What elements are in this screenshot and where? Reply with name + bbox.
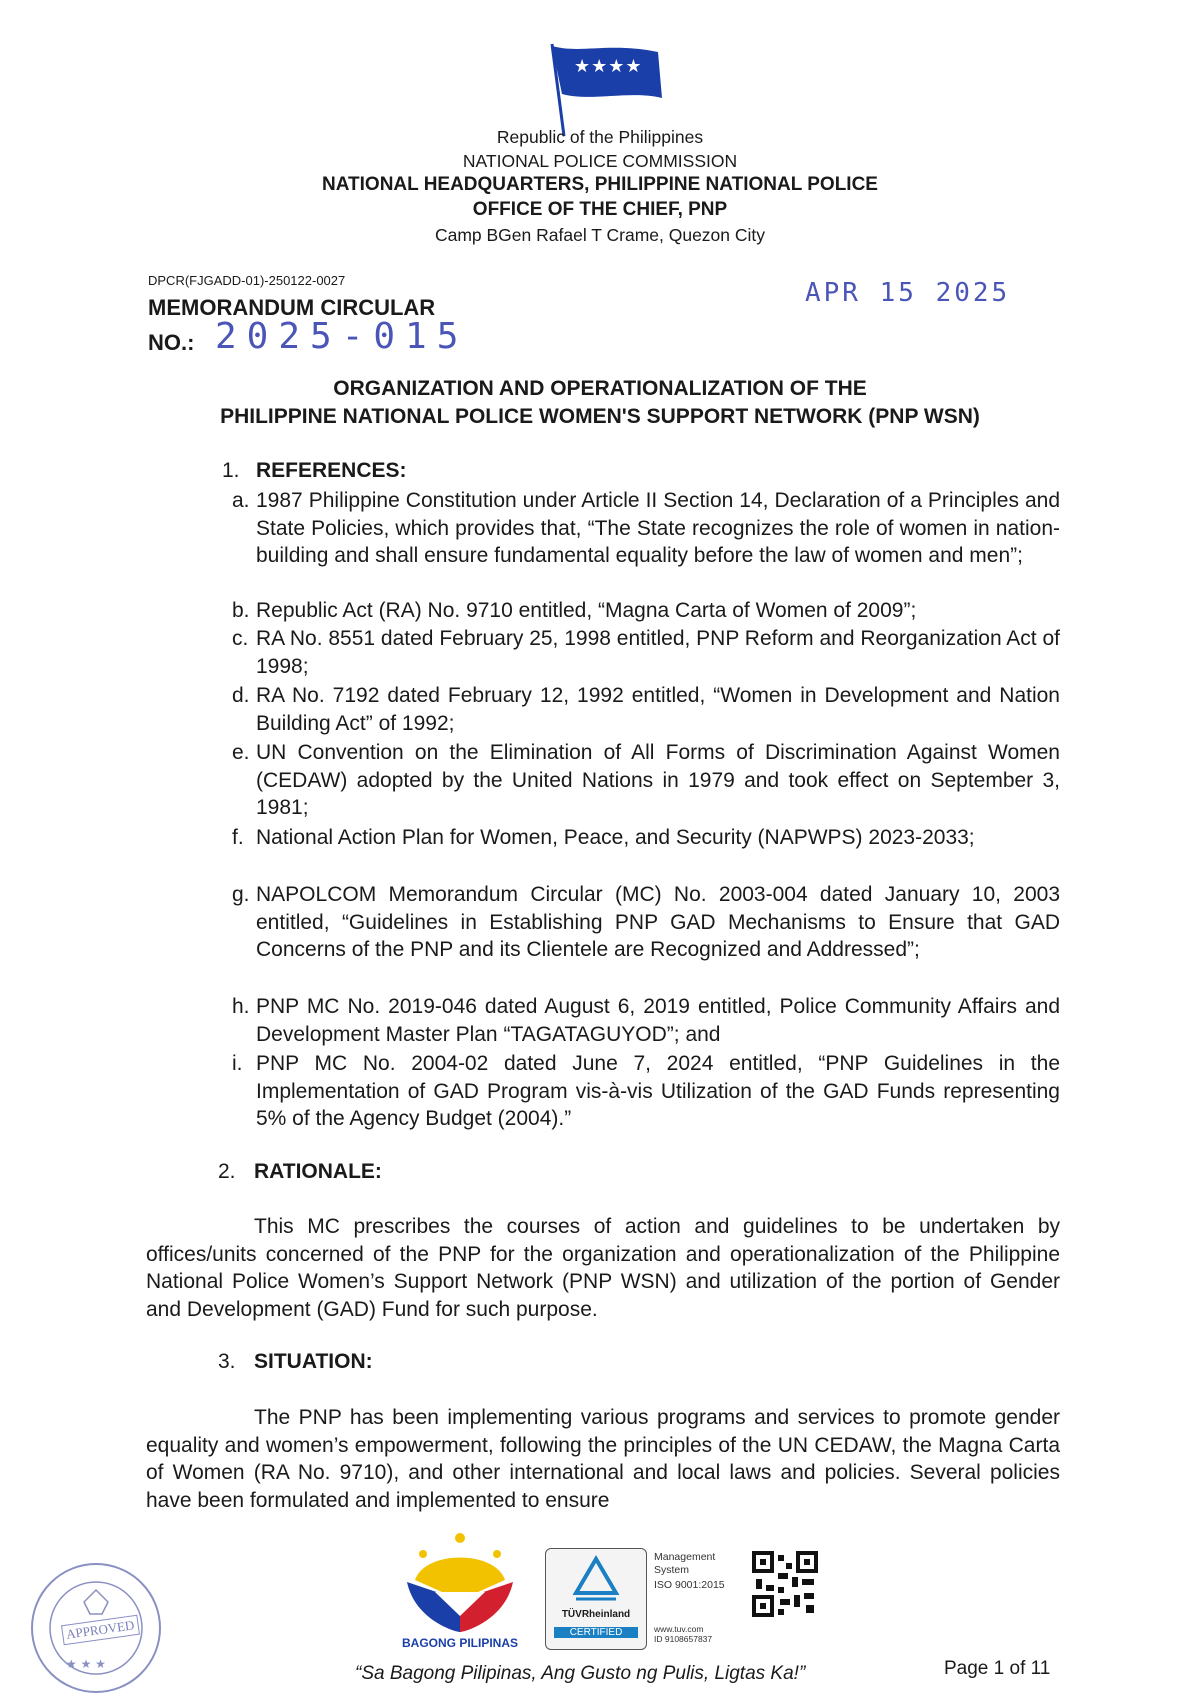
reference-letter: e. [232, 741, 250, 764]
reference-text: UN Convention on the Elimination of All Forms of Discrimination Against Women (CEDAW) adopted by the United Nations in 1979 and took effect on September 3, 1981; [256, 741, 1060, 819]
header-address: Camp BGen Rafael T Crame, Quezon City [434, 225, 766, 245]
tuv-website: www.tuv.com [654, 1624, 704, 1634]
subject-line-2: PHILIPPINE NATIONAL POLICE WOMEN'S SUPPORT NETWORK (PNP WSN) [220, 405, 980, 428]
page-number: Page 1 of 11 [944, 1658, 1051, 1679]
reference-text: RA No. 8551 dated February 25, 1998 entitled, PNP Reform and Reorganization Act of 1998; [256, 627, 1060, 678]
reference-text: 1987 Philippine Constitution under Article II Section 14, Declaration of a Principles and State Policies, which provides that, “The State recognizes the role of women in nation-building and shall ensure fundamental equality before the law of women and men”; [256, 489, 1060, 567]
memo-title: MEMORANDUM CIRCULAR [148, 295, 436, 320]
memo-number-stamp: 2025-015 [215, 316, 469, 357]
reference-letter: a. [232, 489, 250, 512]
reference-letter: i. [232, 1052, 243, 1075]
seal-approved-text: APPROVED [61, 1615, 140, 1645]
tuv-certified-label: CERTIFIED [554, 1627, 638, 1638]
reference-letter: c. [232, 627, 249, 650]
reference-item [232, 881, 1060, 964]
section-3-number: 3. [218, 1350, 236, 1373]
qr-code-icon [752, 1551, 818, 1617]
bagong-pilipinas-emblem-icon [395, 1520, 525, 1640]
reference-item [232, 739, 1060, 822]
flag-stars: ★★★★ [574, 56, 643, 77]
pnp-flag-logo [540, 40, 670, 140]
reference-letter: g. [232, 883, 250, 906]
mgmt-system-iso: ISO 9001:2015 [654, 1579, 725, 1591]
reference-text: Republic Act (RA) No. 9710 entitled, “Magna Carta of Women of 2009”; [256, 599, 917, 622]
reference-letter: h. [232, 995, 250, 1018]
header-office: OFFICE OF THE CHIEF, PNP [472, 199, 728, 220]
rationale-paragraph: This MC prescribes the courses of action and guidelines to be undertaken by offices/units concerned of the PNP for the organization and operationalization of the Philippine National Police Women’s Support Network (PNP WSN) and utilization of the portion of Gender and Development (GAD) Fund for such purpose. [146, 1215, 1060, 1321]
section-1-number: 1. [222, 459, 240, 482]
reference-text: National Action Plan for Women, Peace, and Security (NAPWPS) 2023-2033; [256, 826, 975, 849]
reference-item [232, 597, 1060, 625]
reference-item [232, 1050, 1060, 1133]
footer-slogan: “Sa Bagong Pilipinas, Ang Gusto ng Pulis, Ligtas Ka!” [355, 1663, 806, 1684]
bagong-pilipinas-logo [395, 1520, 525, 1650]
qr-code [752, 1551, 818, 1617]
flag-icon [540, 40, 670, 140]
reference-letter: f. [232, 826, 244, 849]
reference-item [232, 487, 1060, 570]
section-2-heading: RATIONALE: [254, 1160, 382, 1183]
reference-text: PNP MC No. 2004-02 dated June 7, 2024 entitled, “PNP Guidelines in the Implementation of GAD Program vis-à-vis Utilization of the GAD Funds representing 5% of the Agency Budget (2004).” [256, 1052, 1060, 1130]
reference-text: PNP MC No. 2019-046 dated August 6, 2019 entitled, Police Community Affairs and Development Master Plan “TAGATAGUYOD”; and [256, 995, 1060, 1046]
subject-line-1: ORGANIZATION AND OPERATIONALIZATION OF THE [333, 377, 867, 400]
header-nhq: NATIONAL HEADQUARTERS, PHILIPPINE NATIONAL POLICE [322, 174, 878, 195]
reference-item [232, 625, 1060, 680]
tuv-certification-badge [545, 1548, 647, 1650]
reference-item [232, 824, 1060, 852]
section-2-number: 2. [218, 1160, 236, 1183]
section-3-heading: SITUATION: [254, 1350, 373, 1373]
reference-letter: d. [232, 684, 250, 707]
reference-letter: b. [232, 599, 250, 622]
tuv-triangle-icon [546, 1549, 646, 1609]
reference-text: RA No. 7192 dated February 12, 1992 entitled, “Women in Development and Nation Building Act” of 1992; [256, 684, 1060, 735]
tuv-brand-label: TÜVRheinland [561, 1609, 631, 1620]
reference-item [232, 682, 1060, 737]
mgmt-system-line-1: Management [654, 1551, 716, 1563]
date-stamp: APR 15 2025 [805, 278, 1011, 308]
reference-item [232, 993, 1060, 1048]
header-republic: Republic of the Philippines [496, 127, 704, 147]
bagong-pilipinas-label: BAGONG PILIPINAS [401, 1636, 518, 1650]
svg-text:★ ★ ★: ★ ★ ★ [66, 1657, 106, 1671]
situation-paragraph: The PNP has been implementing various programs and services to promote gender equality and women’s empowerment, following the principles of the UN CEDAW, the Magna Carta of Women (RA No. 9710), and other international and local laws and policies. Several policies have been formulated and implemented to ensure [146, 1406, 1060, 1512]
control-number: DPCR(FJGADD-01)-250122-0027 [148, 273, 346, 288]
section-1-heading: REFERENCES: [256, 459, 407, 482]
reference-text: NAPOLCOM Memorandum Circular (MC) No. 2003-004 dated January 10, 2003 entitled, “Guidelines in Establishing PNP GAD Mechanisms to Ensure that GAD Concerns of the PNP and its Clientele are Recognized and Addressed”; [256, 883, 1060, 961]
approval-seal [28, 1560, 164, 1696]
header-napolcom: NATIONAL POLICE COMMISSION [462, 151, 738, 171]
memo-no-label: NO.: [148, 330, 195, 355]
tuv-id: ID 9108657837 [654, 1634, 713, 1644]
mgmt-system-line-2: System [654, 1564, 690, 1576]
